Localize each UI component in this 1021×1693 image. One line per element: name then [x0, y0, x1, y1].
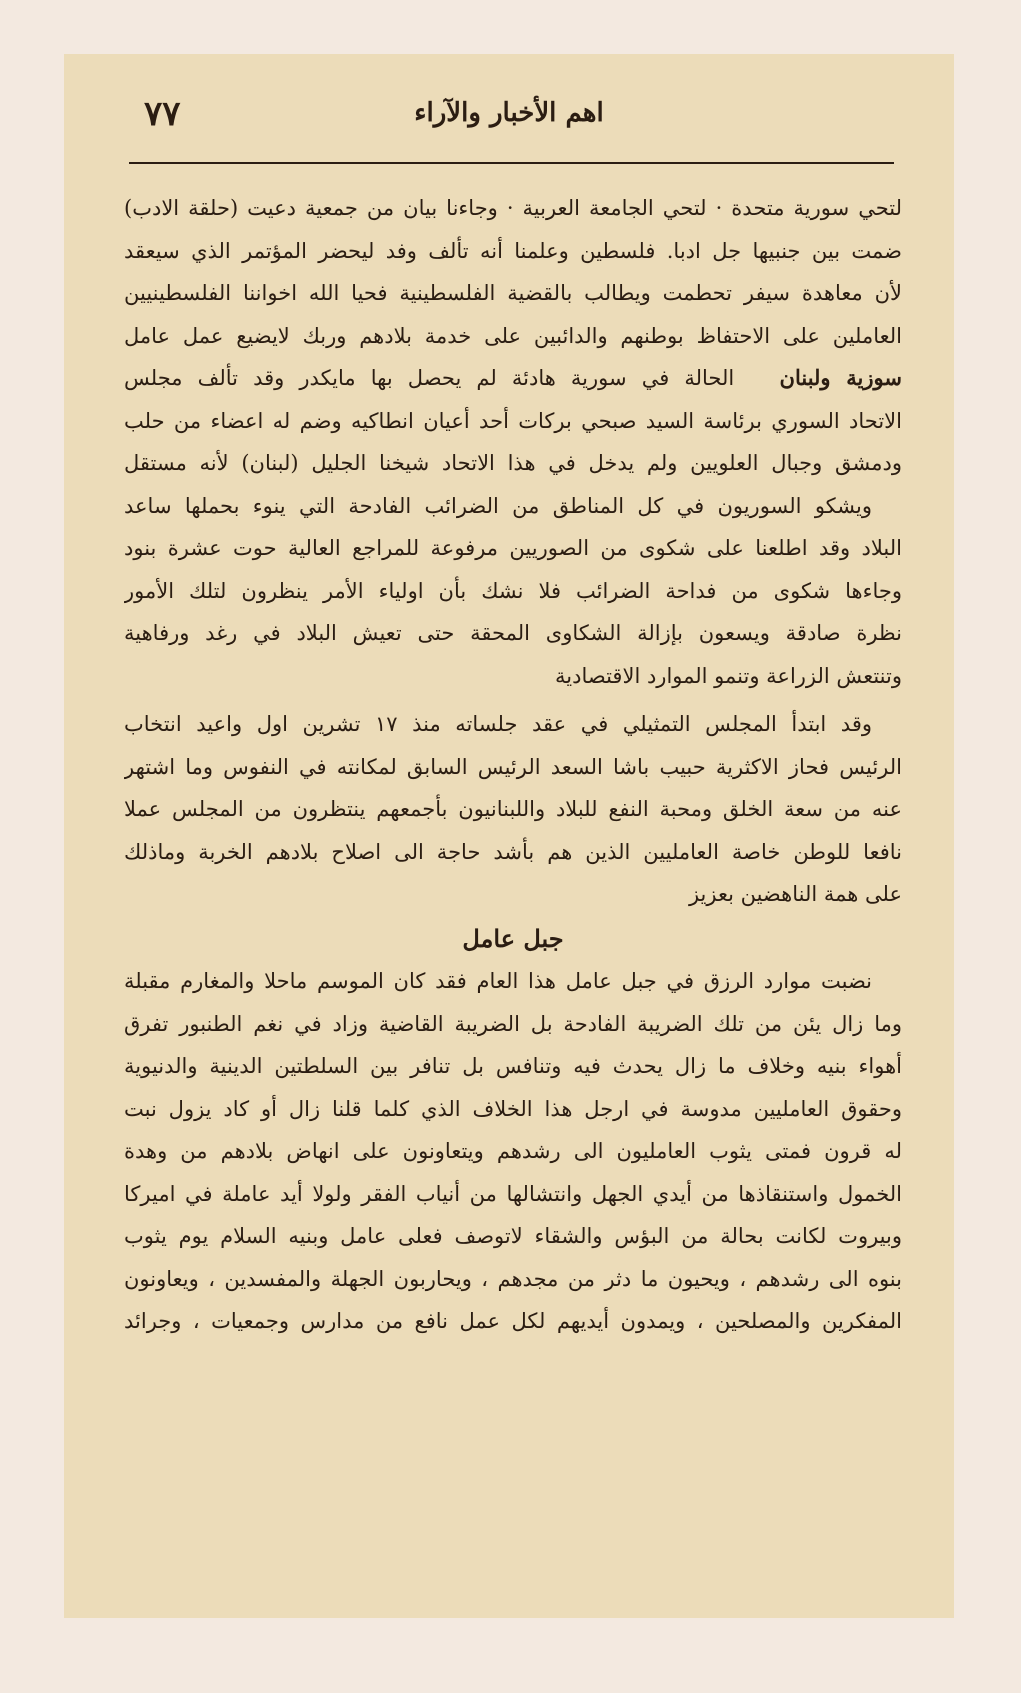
text-line: وجاءها شكوى من فداحة الضرائب فلا نشك بأن اولياء الأمر ينظرون لتلك الأمور — [124, 578, 902, 603]
text-line: العاملين على الاحتفاظ بوطنهم والدائبين على خدمة بلادهم وربك لايضيع عمل عامل — [124, 323, 902, 348]
paragraph-start-line: وقد ابتدأ المجلس التمثيلي في عقد جلساته منذ ١٧ تشرين اول واعيد انتخاب — [124, 712, 872, 736]
text-line: له قرون فمتى يثوب العامليون الى رشدهم ويتعاونون على انهاض بلادهم من وهدة — [124, 1139, 902, 1163]
section-heading: جبل عامل — [462, 923, 564, 953]
page-body — [124, 187, 902, 1343]
text-line: الحالة في سورية هادئة لم يحصل بها مايكدر وقد تألف مجلس — [124, 366, 735, 390]
page-number: ٧٧ — [144, 94, 181, 134]
text-line: لتحي سورية متحدة · لتحي الجامعة العربية · وجاءنا بيان من جمعية دعيت (حلقة الادب) — [124, 196, 902, 220]
text-line: بنوه الى رشدهم ، ويحيون ما دثر من مجدهم ، ويحاربون الجهلة والمفسدين ، ويعاونون — [124, 1266, 902, 1291]
text-line: الاتحاد السوري برئاسة السيد صبحي بركات أحد أعيان انطاكيه وضم له اعضاء من حلب — [124, 408, 902, 433]
paragraph-start-line: نضبت موارد الرزق في جبل عامل هذا العام فقد كان الموسم ماحلا والمغارم مقبلة — [124, 969, 872, 993]
section-lead-line — [124, 357, 902, 400]
section-topic-label: سوزية ولبنان — [779, 365, 902, 390]
paragraph-end-line: وتنتعش الزراعة وتنمو الموارد الاقتصادية — [555, 663, 902, 688]
text-line: نظرة صادقة ويسعون بإزالة الشكاوى المحقة حتى تعيش البلاد في رغد ورفاهية — [124, 621, 902, 645]
header-rule — [129, 162, 894, 164]
text-line: نافعا للوطن خاصة العامليين الذين هم بأشد حاجة الى اصلاح بلادهم الخربة وماذلك — [124, 839, 902, 864]
text-line: أهواء بنيه وخلاف ما زال يحدث فيه وتنافس بل تنافر بين السلطتين الدينية والدنيوية — [124, 1054, 902, 1078]
book-page — [64, 54, 954, 1618]
text-line: ودمشق وجبال العلويين ولم يدخل في هذا الاتحاد شيخنا الجليل (لبنان) لأنه مستقل — [124, 451, 902, 475]
text-line: وحقوق العامليين مدوسة في ارجل هذا الخلاف الذي كلما قلنا زال أو كاد يزول نبت — [124, 1096, 902, 1121]
paragraph-start-line: ويشكو السوريون في كل المناطق من الضرائب الفادحة التي ينوء بحملها ساعد — [124, 493, 872, 518]
text-line: البلاد وقد اطلعنا على شكوى من الصوريين مرفوعة للمراجع العالية حوت عشرة بنود — [124, 536, 902, 560]
running-title: اهم الأخبار والآراء — [414, 98, 604, 128]
text-line: لأن معاهدة سيفر تحطمت ويطالب بالقضية الفلسطينية فحيا الله اخواننا الفلسطينيين — [124, 281, 902, 305]
text-line: عنه من سعة الخلق ومحبة النفع للبلاد واللبنانيون بأجمعهم ينتظرون من المجلس عملا — [124, 797, 902, 821]
text-line: الرئيس فحاز الاكثرية حبيب باشا السعد الرئيس السابق لمكانته في النفوس وما اشتهر — [124, 754, 902, 779]
text-line: وبيروت لكانت بحالة من البؤس والشقاء لاتوصف فعلى عامل وبنيه السلام يوم يثوب — [124, 1224, 902, 1248]
text-line: المفكرين والمصلحين ، ويمدون أيديهم لكل عمل نافع من مدارس وجمعيات ، وجرائد — [124, 1309, 902, 1333]
text-line: الخمول واستنقاذها من أيدي الجهل وانتشالها من أنياب الفقر ولولا أيد عاملة في اميركا — [124, 1181, 902, 1206]
paragraph-end-line: على همة الناهضين بعزيز — [688, 882, 902, 906]
text-line: وما زال يئن من تلك الضريبة الفادحة بل الضريبة القاضية وزاد في نغم الطنبور تفرق — [124, 1011, 902, 1036]
text-line: ضمت بين جنبيها جل ادبا. فلسطين وعلمنا أنه تألف وفد ليحضر المؤتمر الذي سيعقد — [124, 238, 902, 263]
page-header — [64, 94, 954, 140]
